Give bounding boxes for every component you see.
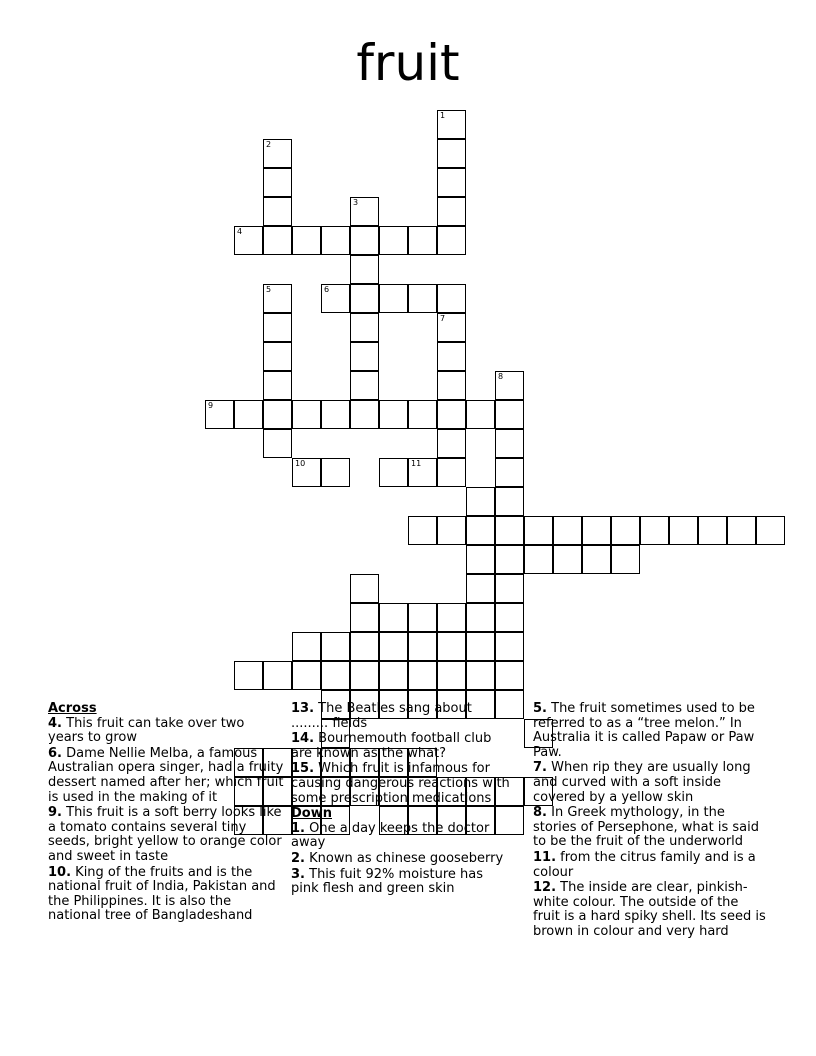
grid-cell[interactable] [408, 632, 437, 661]
grid-cell[interactable] [321, 226, 350, 255]
grid-cell[interactable] [234, 400, 263, 429]
grid-cell[interactable] [263, 226, 292, 255]
grid-cell[interactable] [292, 661, 321, 690]
clue-text: When rip they are usually long and curved with a soft inside covered by a yellow skin [533, 760, 751, 805]
grid-cell[interactable] [437, 226, 466, 255]
clue-text: Known as chinese gooseberry [309, 850, 504, 866]
cell-number: 9 [208, 401, 214, 410]
grid-cell[interactable] [756, 516, 785, 545]
grid-cell[interactable] [437, 139, 466, 168]
grid-cell[interactable] [263, 371, 292, 400]
cell-number: 5 [266, 285, 272, 294]
clue-text: This fruit is a soft berry looks like a tomato contains several tiny seeds, bright yellow to orange color and sweet in taste [48, 805, 282, 864]
clue-number: 11. [533, 849, 557, 865]
grid-cell[interactable] [263, 139, 292, 168]
grid-cell[interactable] [350, 574, 379, 603]
down-header: Down [291, 806, 332, 822]
clue [291, 868, 513, 897]
grid-cell[interactable] [611, 545, 640, 574]
grid-cell[interactable] [553, 516, 582, 545]
clue-text: This fuit 92% moisture has pink flesh and green skin [291, 866, 484, 897]
grid-cell[interactable] [350, 632, 379, 661]
grid-cell[interactable] [263, 400, 292, 429]
clue-text: This fruit can take over two years to grow [48, 715, 245, 746]
grid-cell[interactable] [408, 400, 437, 429]
grid-cell[interactable] [466, 574, 495, 603]
clue-column-1 [48, 702, 284, 925]
grid-cell[interactable] [437, 342, 466, 371]
clue-column-2 [291, 702, 513, 898]
clue-number: 6. [48, 745, 62, 761]
grid-cell[interactable] [582, 516, 611, 545]
grid-cell[interactable] [437, 284, 466, 313]
down-clues-continued [533, 702, 769, 940]
grid-cell[interactable] [466, 516, 495, 545]
grid-cell[interactable] [495, 458, 524, 487]
grid-cell[interactable] [495, 371, 524, 400]
grid-cell[interactable] [292, 458, 321, 487]
grid-cell[interactable] [466, 603, 495, 632]
clue-number: 13. [291, 701, 315, 716]
grid-cell[interactable] [437, 516, 466, 545]
clue-text: King of the fruits and is the national fruit of India, Pakistan and the Philippines. It is also the national tree of Bangladeshand [48, 864, 276, 924]
clue-text: The inside are clear, pinkish-white colour. The outside of the fruit is a hard spiky shell. Its seed is brown in colour and very hard [533, 880, 766, 939]
grid-cell[interactable] [495, 516, 524, 545]
grid-cell[interactable] [582, 545, 611, 574]
grid-cell[interactable] [350, 661, 379, 690]
across-clues-continued [291, 702, 513, 806]
grid-cell[interactable] [408, 226, 437, 255]
clue [291, 822, 513, 851]
grid-cell[interactable] [437, 313, 466, 342]
clue-number: 15. [291, 761, 315, 777]
clue-text: Which fruit is infamous for causing dangerous reactions with some prescription medications [291, 761, 510, 806]
grid-cell[interactable] [321, 400, 350, 429]
grid-cell[interactable] [379, 226, 408, 255]
grid-cell[interactable] [437, 197, 466, 226]
grid-cell[interactable] [495, 400, 524, 429]
down-clues [291, 822, 513, 897]
grid-cell[interactable] [437, 110, 466, 139]
grid-cell[interactable] [640, 516, 669, 545]
grid-cell[interactable] [263, 429, 292, 458]
grid-cell[interactable] [408, 516, 437, 545]
clue [533, 761, 769, 805]
grid-cell[interactable] [466, 400, 495, 429]
clue-number: 7. [533, 760, 547, 776]
grid-cell[interactable] [466, 632, 495, 661]
grid-cell[interactable] [466, 661, 495, 690]
clue-text: In Greek mythology, in the stories of Persephone, what is said to be the fruit of the underworld [533, 805, 759, 850]
grid-cell[interactable] [669, 516, 698, 545]
grid-cell[interactable] [379, 661, 408, 690]
clue-number: 9. [48, 805, 62, 821]
clue-number: 5. [533, 701, 547, 716]
grid-cell[interactable] [727, 516, 756, 545]
clue-column-3 [533, 702, 769, 941]
grid-cell[interactable] [350, 313, 379, 342]
grid-cell[interactable] [437, 458, 466, 487]
grid-cell[interactable] [292, 226, 321, 255]
grid-cell[interactable] [350, 226, 379, 255]
grid-cell[interactable] [379, 284, 408, 313]
clue [533, 881, 769, 939]
clue [533, 851, 769, 880]
cell-number: 3 [353, 198, 359, 207]
grid-cell[interactable] [437, 400, 466, 429]
clue-number: 10. [48, 864, 72, 880]
grid-cell[interactable] [495, 661, 524, 690]
clue-number: 12. [533, 880, 557, 896]
cell-number: 1 [440, 111, 446, 120]
grid-cell[interactable] [611, 516, 640, 545]
grid-cell[interactable] [321, 632, 350, 661]
grid-cell[interactable] [350, 342, 379, 371]
grid-cell[interactable] [553, 545, 582, 574]
clue [533, 806, 769, 850]
grid-cell[interactable] [698, 516, 727, 545]
clue-text: from the citrus family and is a colour [533, 849, 756, 880]
grid-cell[interactable] [524, 516, 553, 545]
cell-number: 4 [237, 227, 243, 236]
grid-cell[interactable] [263, 313, 292, 342]
grid-cell[interactable] [379, 458, 408, 487]
clue [48, 806, 284, 864]
cell-number: 2 [266, 140, 272, 149]
clue-text: One a day keeps the doctor away [291, 820, 490, 851]
clue-number: 2. [291, 850, 305, 866]
clue-text: Bournemouth football club are known as the what? [291, 731, 492, 761]
grid-cell[interactable] [321, 284, 350, 313]
clue-text: The fruit sometimes used to be referred to as a “tree melon.” In Australia it is called Papaw or Paw Paw. [533, 701, 755, 760]
grid-cell[interactable] [350, 197, 379, 226]
grid-cell[interactable] [234, 226, 263, 255]
grid-cell[interactable] [466, 545, 495, 574]
clue-number: 1. [291, 820, 305, 836]
clue [291, 732, 513, 761]
grid-cell[interactable] [350, 284, 379, 313]
clue [48, 747, 284, 805]
grid-cell[interactable] [495, 574, 524, 603]
grid-cell[interactable] [437, 371, 466, 400]
clue [48, 717, 284, 746]
clue-number: 3. [291, 866, 305, 882]
grid-cell[interactable] [350, 400, 379, 429]
grid-cell[interactable] [321, 661, 350, 690]
grid-cell[interactable] [495, 632, 524, 661]
grid-cell[interactable] [234, 661, 263, 690]
clue-text: Dame Nellie Melba, a famous Australian opera singer, had a fruity dessert named after her; which fruit is used in the making of it [48, 745, 284, 805]
across-header: Across [48, 701, 97, 716]
grid-cell[interactable] [263, 661, 292, 690]
grid-cell[interactable] [408, 661, 437, 690]
grid-cell[interactable] [263, 197, 292, 226]
page-title: fruit [356, 34, 460, 92]
grid-cell[interactable] [437, 429, 466, 458]
grid-cell[interactable] [495, 429, 524, 458]
grid-cell[interactable] [466, 487, 495, 516]
grid-cell[interactable] [379, 400, 408, 429]
grid-cell[interactable] [292, 400, 321, 429]
grid-cell[interactable] [495, 545, 524, 574]
clue [533, 702, 769, 760]
clue-number: 8. [533, 805, 547, 821]
clue-number: 14. [291, 731, 315, 747]
grid-cell[interactable] [437, 661, 466, 690]
grid-cell[interactable] [437, 603, 466, 632]
grid-cell[interactable] [292, 632, 321, 661]
grid-cell[interactable] [495, 487, 524, 516]
grid-cell[interactable] [437, 168, 466, 197]
cell-number: 10 [295, 459, 306, 468]
cell-number: 7 [440, 314, 446, 323]
clue [291, 762, 513, 806]
across-clues [48, 717, 284, 924]
grid-cell[interactable] [495, 603, 524, 632]
cell-number: 6 [324, 285, 330, 294]
grid-cell[interactable] [437, 632, 466, 661]
clue-text: The Beatles sang about ......... fields [291, 701, 472, 731]
grid-cell[interactable] [379, 603, 408, 632]
grid-cell[interactable] [408, 284, 437, 313]
grid-cell[interactable] [263, 284, 292, 313]
grid-cell[interactable] [524, 545, 553, 574]
grid-cell[interactable] [350, 603, 379, 632]
grid-cell[interactable] [321, 458, 350, 487]
grid-cell[interactable] [379, 632, 408, 661]
grid-cell[interactable] [205, 400, 234, 429]
cell-number: 11 [411, 459, 422, 468]
grid-cell[interactable] [350, 255, 379, 284]
clue [291, 702, 513, 731]
grid-cell[interactable] [408, 603, 437, 632]
grid-cell[interactable] [263, 342, 292, 371]
grid-cell[interactable] [350, 371, 379, 400]
grid-cell[interactable] [408, 458, 437, 487]
grid-cell[interactable] [263, 168, 292, 197]
clue [48, 866, 284, 924]
clue [291, 852, 513, 867]
clue-number: 4. [48, 715, 62, 731]
cell-number: 8 [498, 372, 504, 381]
